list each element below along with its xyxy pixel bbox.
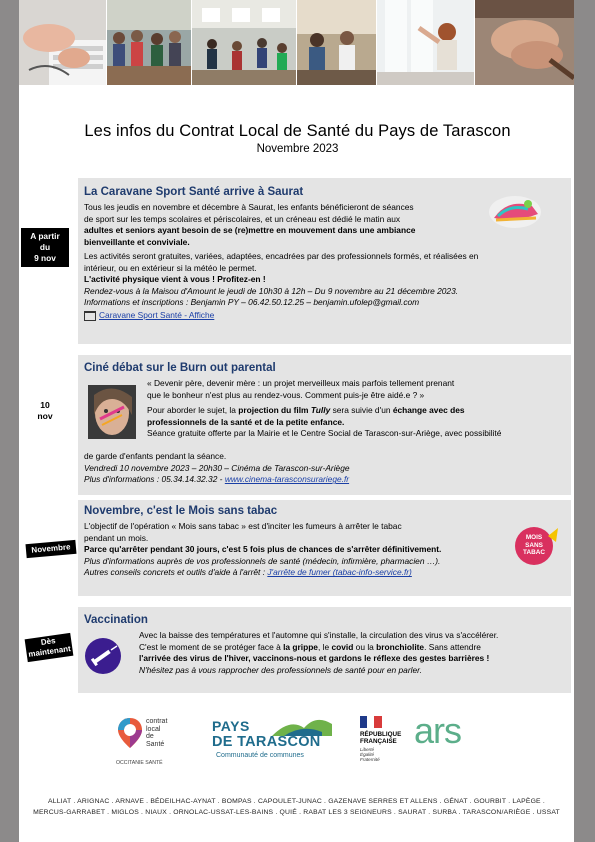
- cine-description: [147, 405, 567, 440]
- text-line: pendant un mois.: [84, 532, 149, 543]
- logo-line: SANS: [525, 541, 543, 549]
- date-line: 9 nov: [34, 253, 56, 263]
- section-vaccination: [78, 607, 571, 693]
- text-line: N'hésitez pas à vous rapprocher des professionnels de santé pour en parler.: [139, 664, 422, 675]
- section-title: La Caravane Sport Santé arrive à Saurat: [84, 186, 304, 198]
- pays-subtitle: Communauté de communes: [216, 752, 304, 759]
- text-line: Parce qu'arrêter pendant 30 jours, c'est 5 fois plus de chances de s'arrêter définitivement.: [84, 544, 442, 555]
- text-span: projection du film: [238, 405, 311, 415]
- page-title: Les infos du Contrat Local de Santé du Pays de Tarascon: [84, 122, 511, 140]
- cls-text: [146, 718, 167, 748]
- text-span: bronchiolite: [376, 641, 425, 652]
- text-line: Avec la baisse des températures et l'automne qui s'installe, la circulation des virus va s'accélérer.: [139, 630, 499, 640]
- mois-sans-tabac-logo: [514, 526, 560, 566]
- logo-line: Santé: [146, 740, 165, 748]
- photo-keyboard-stethoscope: [19, 0, 106, 85]
- film-poster-image: [88, 385, 136, 439]
- text-span: Pour aborder le sujet, la: [147, 405, 239, 415]
- text-line: Vendredi 10 novembre 2023 – 20h30 – Cinéma de Tarascon-sur-Ariège: [84, 462, 350, 473]
- photo-sport-hall: [192, 0, 296, 85]
- logo-line: Égalité: [360, 752, 375, 757]
- text-span: , le: [317, 641, 332, 652]
- text-span: sera suivie d'un: [330, 405, 393, 415]
- pays-de-tarascon-logo: [206, 714, 336, 774]
- logo-line: FRANÇAISE: [360, 738, 397, 745]
- logo-line: TABAC: [523, 549, 545, 556]
- section-tabac: [78, 500, 571, 596]
- page-subtitle: Novembre 2023: [256, 143, 339, 155]
- text-line: Informations et inscriptions : Benjamin PY – 06.42.50.12.25 – benjamin.ufolep@gmail.com: [84, 297, 420, 308]
- text-line: [139, 642, 569, 654]
- photo-exercise-class: [107, 0, 191, 85]
- text-line: [147, 405, 567, 417]
- text-line: [84, 567, 504, 579]
- section-title: Ciné débat sur le Burn out parental: [84, 362, 276, 374]
- tabac-intro: [84, 521, 504, 579]
- text-span: Tully: [310, 405, 331, 415]
- photo-elderly-hands: [475, 0, 574, 85]
- section-title: Vaccination: [84, 614, 148, 626]
- section-title: Novembre, c'est le Mois sans tabac: [84, 505, 278, 517]
- text-span: la grippe: [283, 641, 318, 652]
- poster-link[interactable]: Caravane Sport Santé - Affiche: [99, 309, 215, 320]
- text-line: Rendez-vous à la Maisou d'Amount le jeudi de 10h30 à 12h – Du 9 novembre au 21 décembre 2023.: [84, 285, 459, 296]
- text-line: professionnels de la santé et de la petite enfance.: [147, 416, 345, 427]
- text-line: intérieur, ou en extérieur si la météo le permet.: [84, 262, 257, 273]
- badge-line: Dès: [40, 636, 57, 648]
- syringe-icon: [84, 637, 122, 675]
- section-cine: [78, 355, 571, 495]
- pays-line-1: PAYS: [212, 718, 250, 734]
- contrat-local-sante-logo: [116, 718, 186, 774]
- caravane-intro: [84, 202, 484, 248]
- map-pin-icon: [118, 718, 142, 748]
- republique-francaise-logo: [360, 716, 416, 772]
- rf-text: [360, 731, 401, 745]
- text-line: Plus d'informations auprès de vos professionnels de santé (médecin, infirmière, pharmacien …).: [84, 555, 441, 566]
- section-caravane: [78, 178, 571, 344]
- partner-logos: [0, 708, 595, 788]
- text-line: « Devenir père, devenir mère : un projet merveilleux mais parfois tellement prenant: [147, 378, 455, 388]
- logo-line: MOIS: [525, 534, 543, 541]
- text-line: Séance gratuite offerte par la Mairie et le Centre Social de Tarascon-sur-Ariège, avec possibilité: [147, 428, 502, 439]
- towns-list-line-1: ALLIAT . ARIGNAC . ARNAVE . BÉDEILHAC-AYNAT . BOMPAS . CAPOULET-JUNAC . GAZENAVE SERRES ET ALLENS . GÉNAT . GOURBIT . LAPÈGE .: [48, 798, 545, 805]
- folder-icon: [84, 311, 96, 321]
- text-line: l'arrivée des virus de l'hiver, vaccinons-nous et gardons le réflexe des gestes barrières !: [139, 653, 490, 664]
- date-badge-caravane: [21, 228, 69, 267]
- cine-details: [84, 451, 568, 486]
- text-line: Les activités seront gratuites, variées, adaptées, encadrées par des professionnels formés, et réalisées en: [84, 251, 479, 261]
- text-span: . Sans attendre: [424, 641, 481, 652]
- date-line: du: [39, 242, 51, 252]
- date-line: nov: [37, 411, 53, 421]
- logo-line: contrat: [146, 718, 168, 725]
- tabac-info-link[interactable]: J'arrête de fumer (tabac-info-service.fr): [267, 567, 412, 578]
- rf-motto: [360, 747, 380, 762]
- text-line: L'objectif de l'opération « Mois sans tabac » est d'inciter les fumeurs à arrêter le tabac: [84, 521, 402, 531]
- badge-novembre: Novembre: [25, 540, 76, 558]
- date-line: A partir: [30, 231, 60, 241]
- photo-window-stretch: [377, 0, 474, 85]
- marianne-flag-icon: [360, 716, 382, 728]
- caravane-activities: [84, 251, 568, 322]
- text-span: C'est le moment de se protéger face à: [139, 641, 284, 652]
- logo-line: Fraternité: [360, 757, 380, 762]
- text-span: covid: [331, 641, 354, 652]
- date-line: 10: [40, 400, 50, 410]
- text-line: que le bonheur n'est plus au rendez-vous. Comment puis-je être aidé.e ? »: [147, 389, 425, 400]
- text-line: L'activité physique vient à vous ! Profitez-en !: [84, 274, 266, 285]
- cls-subtitle: OCCITANIE SANTÉ: [116, 760, 163, 766]
- poster-link-row[interactable]: [84, 310, 568, 322]
- ars-logo: [414, 710, 484, 760]
- logo-line: Liberté: [360, 747, 375, 752]
- pays-line-2: DE TARASCON: [212, 734, 321, 750]
- text-span: Autres conseils concrets et outils d'aide à l'arrêt :: [84, 567, 268, 578]
- towns-list-line-2: MERCUS-GARRABET . MIGLOS . NIAUX . ORNOLAC-USSAT-LES-BAINS . QUIÉ . RABAT LES 3 SEIGNEURS . SAURAT . SURBA . TARASCON/ARIÈGE . USSAT: [33, 809, 560, 816]
- text-span: ou la: [353, 641, 377, 652]
- badge-line: maintenant: [27, 644, 72, 659]
- sneaker-illustration: [488, 192, 542, 232]
- vaccination-text: [139, 630, 569, 676]
- text-line: de sport sur les temps scolaires et périscolaires, et un créneau est dédié le matin aux: [84, 213, 401, 224]
- text-line: Tous les jeudis en novembre et décembre à Saurat, les enfants bénéficieront de séances: [84, 202, 414, 212]
- logo-line: RÉPUBLIQUE: [360, 731, 402, 738]
- logo-text: [518, 534, 550, 557]
- ars-text: ars: [414, 710, 462, 751]
- text-span: Plus d'informations : 05.34.14.32.32 -: [84, 474, 225, 485]
- text-line: adultes et seniors ayant besoin de se (re)mettre en mouvement dans une ambiance: [84, 225, 416, 236]
- cine-quote: [147, 378, 567, 401]
- photo-meeting: [297, 0, 376, 85]
- text-line: [84, 474, 568, 486]
- text-line: bienveillante et conviviale.: [84, 236, 190, 247]
- cinema-website-link[interactable]: www.cinema-tarasconsurariege.fr: [224, 474, 350, 485]
- text-line: de garde d'enfants pendant la séance.: [84, 451, 227, 461]
- text-span: échange avec des: [392, 405, 465, 415]
- logo-line: de: [146, 733, 154, 740]
- date-label-cine: [21, 400, 69, 422]
- logo-line: local: [146, 725, 161, 733]
